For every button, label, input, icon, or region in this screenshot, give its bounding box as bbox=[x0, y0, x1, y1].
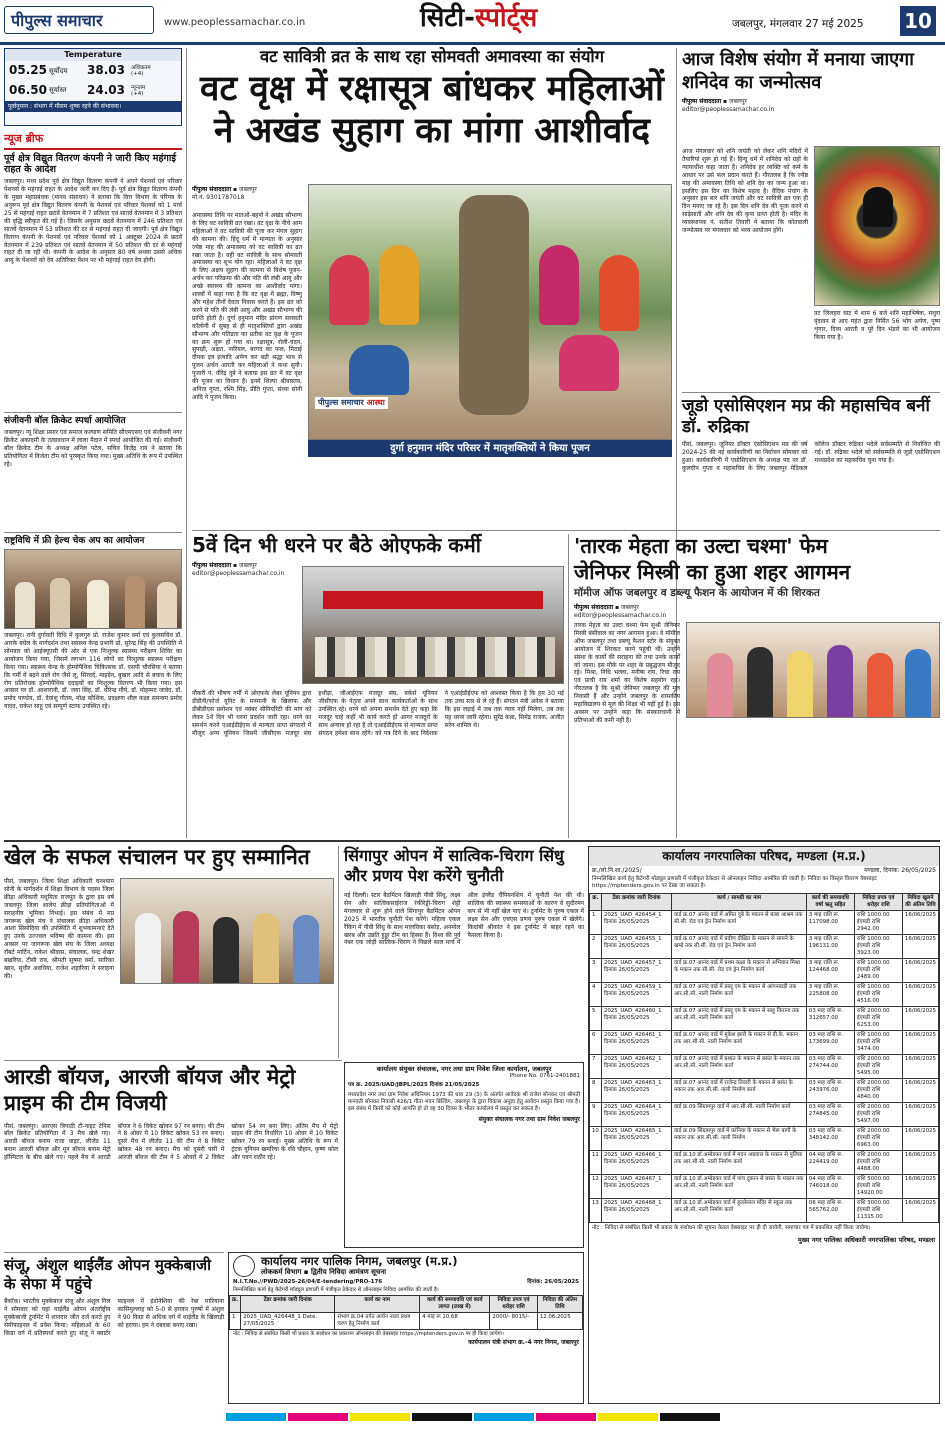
table-cell: 16/06/2025 bbox=[902, 910, 938, 934]
table-cell: 3 माह राशि रू. 117098.00 bbox=[806, 910, 854, 934]
brief-body: जबलपुर। रानी दुर्गावती विधि में कुलगुरु प्रो. राजेश कुमार वर्मा एवं कुलसचिव डॉ. आरके बघेल के मार्गदर्शन तथा स्वास्थ्य केन्द्र प्रभारी प्रो. सुरेन्द्र सिंह की उपस्थिति में सोमवार को आईक्यूएसी की ओर से एक निःशुल्क स्वास्थ्य परीक्षण शिविर का आयोजन किया गया, जिसमें लगभग 116 लोगों का निःशुल्क स्वास्थ्य परीक्षण किया गया। स्वास्थ्य केन्द्र के होम्योपैथिक चिकित्सक डॉ. एसपी चौरसिया ने बताया कि गर्मी में बढ़ने वाले रोग जैसे लू, सिरदर्द, माइग्रेन, बुखार आदि से बचाव के लिए रोग प्रतिरोधक होम्योपैथिक दवाइयों का निःशुल्क वितरण भी किया गया। इस अवसर पर डॉ. आशारानी, डॉ. जया सिंह, डॉ. धीरेन्द्र मौर्य, डॉ. मोहम्मद जावेद, डॉ. प्रमोद पाण्डेय, डॉ. देवांशु गौतम, मोक्ष कौशिक, प्रदक्षणा शील कक्षा समन्वय प्रमोद यादव, राकेश साहू एवं सम्पूर्ण स्टाफ उपस्थित रहे। bbox=[4, 632, 182, 711]
table-cell: राशि 1000.00 ईएमडी राशि 3923.00 bbox=[854, 934, 902, 958]
jabalpur-tender-notice: द्वितीय निविदा आमंत्रण सूचना bbox=[310, 1267, 387, 1276]
column-header: कार्य का नाम bbox=[335, 1296, 420, 1313]
table-cell: राशि 1000.00 ईएमडी राशि 2942.00 bbox=[854, 910, 902, 934]
table-row bbox=[230, 1313, 583, 1330]
boxing-headline: संजू, अंशुल थाईलैंड ओपन मुक्केबाजी के सेफा में पहुंचे bbox=[4, 1256, 212, 1294]
table-cell: 03 माह राशि रू. 274845.00 bbox=[806, 1102, 854, 1126]
brief-body: जबलपुर। न्यू शिक्षा प्रसार एवं समाज कल्याण समिति सीएमएसए एवं संजीवनी नगर क्रिकेट अकादमी के तत्वावधान में लाला मैदान में स्पर्धा आयोजित की गई। संजीवनी बॉल क्रिकेट टीम के अध्यक्ष अनिल पटेल, सचिव विजेंद्र राय ने बताया कि प्रतियोगिता में विजेता टीम को पुरस्कृत किया गया। मुख्य अतिथि के रूप में उपस्थित रहे। bbox=[4, 429, 182, 468]
table-cell: 4 माह रू.10.68 bbox=[420, 1313, 490, 1330]
cricket-story bbox=[4, 1064, 338, 1248]
table-cell: 03 माह राशि रू. 312657.00 bbox=[806, 1006, 854, 1030]
shanidev-photo bbox=[814, 146, 940, 306]
table-cell: 2025_UAD_426454_1 दिनांक 26/05/2025 bbox=[602, 910, 672, 934]
jabalpur-tender-date: दिनांक: 26/05/2025 bbox=[527, 1279, 579, 1285]
canal-tender-title: कार्यालय संयुक्त संचालक, नगर तथा ग्राम निवेश जिला कार्यालय, जबलपुर bbox=[376, 1065, 552, 1073]
sports-honor-story bbox=[4, 846, 334, 1056]
paper-logo bbox=[4, 6, 154, 34]
table-cell: 16/06/2025 bbox=[902, 1102, 938, 1126]
table-cell: राशि 1000.00 ईएमडी राशि 4516.00 bbox=[854, 982, 902, 1006]
judo-headline: जूडो एसोसिएशन मप्र की महासचिव बनीं डॉ. रुद्रिका bbox=[682, 396, 930, 437]
main-story bbox=[192, 48, 672, 528]
sports-honor-photo bbox=[120, 878, 334, 984]
jabalpur-tender-note: नोट : निविदा से संबंधित किसी भी प्रकार के संशोधन का प्रकाशन ऑनलाइन की वेबसाइट https://mptenders.gov.in पर ही किया जायेगा। bbox=[233, 1331, 504, 1338]
news-brief-label bbox=[4, 132, 182, 150]
main-byline: पीपुल्स संवाददाता ▪ जबलपुर मो.नं. 9301787018 bbox=[192, 186, 257, 201]
table-cell: 16/06/2025 bbox=[902, 1054, 938, 1078]
table-cell: वार्ड क्र.07 आनंद वार्ड में डब्लू एम के मकान से आंगनबाड़ी तक आर.सी.सी. नाली निर्माण कार्य bbox=[672, 982, 807, 1006]
min-label: न्यूनतम (+4) bbox=[131, 84, 146, 97]
table-cell: वार्ड क्र.07 आनंद वार्ड में राजेन्द्र तिवारी के मकान से बसंत के मकान तक आर.सी.सी. नाली निर्माण कार्य bbox=[672, 1078, 807, 1102]
brief-headline: पूर्व क्षेत्र विद्युत वितरण कंपनी ने जारी किए महंगाई राहत के आदेश bbox=[4, 153, 177, 175]
table-cell: 2025_UAD_426464_1 दिनांक 26/05/2025 bbox=[602, 1102, 672, 1126]
brief-item bbox=[4, 416, 182, 528]
table-cell: 2025_UAD_426459_1 दिनांक 26/05/2025 bbox=[602, 982, 672, 1006]
table-cell: संभाग क्र.04 तर्गत आर्यन नाला प्रथम चरण हेतु निर्माण कार्य bbox=[335, 1313, 420, 1330]
table-row bbox=[590, 1175, 939, 1199]
jabalpur-tender-signature: कार्यपालन यंत्री संभाग क्र.-4 नगर निगम, जबलपुर bbox=[468, 1338, 579, 1346]
table-cell: वार्ड क्र.09 सिंग्रामपुर वार्ड में कांनिया के मकान से भैरू बागी के मकान तक आर.सी.सी. नाली निर्माण bbox=[672, 1126, 807, 1150]
table-row bbox=[590, 982, 939, 1006]
table-cell: 03 माह राशि रू. 348142.00 bbox=[806, 1126, 854, 1150]
table-cell: 2025_UAD_426466_1 दिनांक 26/05/2025 bbox=[602, 1151, 672, 1175]
mandla-tender-intro: निम्नलिखित कार्य हेतु कैटेगरी मॉड्यूल प्रणाली में पंजीकृत ठेकेदार से ऑनलाइन निविदा आमंत्रित की जाती है। निविदा का विस्तृत विवरण वेबसाइट https://mptenders.gov.in पर देखा जा सकता है। bbox=[592, 876, 877, 890]
column-header: निविदा की अंतिम तिथि bbox=[537, 1296, 582, 1313]
table-cell: 12 bbox=[590, 1175, 602, 1199]
table-cell: 13 bbox=[590, 1199, 602, 1223]
masthead-rule bbox=[0, 42, 945, 45]
table-cell: 12.06.2025 bbox=[537, 1313, 582, 1330]
paper-name: पीपुल्स समाचार bbox=[11, 11, 103, 30]
mandla-tender-ref: क्र./लो.नि.शा./2025/ bbox=[592, 867, 642, 875]
tarak-event-photo bbox=[686, 622, 940, 718]
emblem-icon bbox=[233, 1255, 255, 1277]
sunrise-label: सूर्योदय bbox=[49, 66, 68, 75]
table-cell: 2025_UAD_426455_1 दिनांक 26/05/2025 bbox=[602, 934, 672, 958]
weather-title: Temperature bbox=[5, 49, 181, 61]
section-title-sports: स्पोर्ट्स bbox=[474, 3, 538, 33]
page-number-value: 10 bbox=[904, 9, 932, 33]
brief-headline: राष्ट्रविधि में फ्री हेल्थ चेक अप का आयोजन bbox=[4, 536, 145, 546]
table-cell: 06 माह राशि रू. 565762.00 bbox=[806, 1199, 854, 1223]
main-story-body: अमावस्या तिथि पर मातओं-बहनों ने अखंड सौभाग्य के लिए वट सावित्री व्रत रखा। वट वृक्ष के नीचे आम महिलाओं ने वट सावित्री की पूजा कर मंगल सुहाग की कामना की। हिंदू धर्म में मान्यता के अनुसार ज्येष्ठ माह की अमावस्या को वट सावित्री का व्रत रखा जाता है। वहीं वट सावित्री के साथ सोमवती अमावस्या का शुभ योग रहा। महिलाओं ने वट वृक्ष के लिए अक्षय सुहाग की कामना से विशेष पूजन-अर्चन कर परिक्रमा की और पति की लंबी आयु और अच्छे स्वास्थ्य की कामना का आशीर्वाद मांगा। शास्त्रों में कहा गया है कि वट वृक्ष में ब्रह्मा, विष्णु और महेश तीनों देवता निवास करते हैं। इस व्रत को करने से पति की लंबी आयु और अखंड सौभाग्य की प्राप्ति होती है। दुर्गा हनुमान मंदिर प्रांगण सरस्वती कॉलोनी में सुबह से ही मातृशक्तियों द्वारा अखंड सौभाग्य और पतिव्रता का प्रतीक वट वृक्ष के पूजन का क्रम शुरू हो गया था। रक्षासूत्र, रोली-चंदन, सुपाड़ी, अक्षत, नारियल, बरगद का फल, मिठाई दीपक इत्र इत्यादि अर्पण कर बड़ी श्रद्धा भाव से पूजन अर्चन आरती कर महिलाओं ने कथा सुनी। पुजारी पं. वीरेंद्र दुबे ने बताया इस व्रत में वट वृक्ष की पूजन का विधान है। इनमें शिल्पा श्रीवास्तव, अनिता गुप्ता, रश्मि सिंह, प्रीति गुप्ता, संध्या सोनी आदि ने पूजन किया। bbox=[192, 212, 302, 401]
canal-tender-signature: संयुक्त संचालक नगर तथा ग्राम निवेश जबलपुर bbox=[478, 1115, 580, 1123]
health-camp-photo bbox=[4, 549, 182, 629]
tarak-headline-line2: जेनिफर मिस्त्री का हुआ शहर आगमन bbox=[574, 559, 851, 584]
table-cell: वार्ड क्र.07 आनंद वार्ड में मुकेश झारी के मकान से डी.के. मकान तक आर.सी.सी. नाली निर्माण कार्य bbox=[672, 1030, 807, 1054]
main-story-photo bbox=[308, 184, 672, 440]
mandla-tender-title: कार्यालय नगरपालिका परिषद, मण्डला (म.प्र.) bbox=[589, 847, 939, 866]
tarak-body: तारक मेहता का उल्टा चश्मा फेम सुश्री जेनिफर मिस्त्री बंसीवाल का नगर आगमन हुआ। वे मॉमीज ऑफ जबलपुर तथा डब्ल्यू फैशन स्टोर के संयुक्त आयोजन में शिरकत करने पहुंची थीं। उन्होंने संस्था के कार्यों की सराहना की तथा उनके कार्यों को जाना। इस मौके पर शहर के प्रबुद्धजन मौजूद रहे। मिश्रा, निधि भल्ला, मनीषा राय, रिचा राय एवं प्राची राय शर्मा का विशेष सहयोग रहा। गौरतलब है कि सुश्री जेनिफर जबलपुर की मूल निवासी हैं और उन्होंने जबलपुर के शासकीय महाविद्यालय से मूल की शिक्षा भी यहीं हुई है। इस अवसर पर उन्होंने कहा कि संस्कारधानी में प्रतिभाओं की कमी नहीं है। bbox=[574, 622, 680, 724]
tarak-story bbox=[574, 534, 940, 834]
table-cell: 04 माह राशि रू. 746018.00 bbox=[806, 1175, 854, 1199]
sunset-time: 06.50 bbox=[9, 82, 47, 97]
main-photo-caption: दुर्गा हनुमान मंदिर परिसर में मातृशक्तियों ने किया पूजन bbox=[308, 440, 672, 457]
table-cell: 2025_UAD_426457_1 दिनांक 26/05/2025 bbox=[602, 958, 672, 982]
column-header: क्र. bbox=[590, 893, 602, 910]
ofk-email: editor@peoplessamachar.co.in bbox=[192, 570, 285, 578]
table-cell: राशि 2000.00 ईएमडी राशि 5495.00 bbox=[854, 1054, 902, 1078]
table-row bbox=[590, 1102, 939, 1126]
section-title bbox=[420, 2, 610, 38]
shanidev-body: आज मंगलवार को शनि जयंती को लेकर शनि मंदिरों में तैयारियां शुरू हो गई हैं। हिन्दू धर्म में शनिदेव को ग्रहों के न्यायाधीश कहा जाता है। शनिदेव हर व्यक्ति को कर्म के आधार पर उसे फल प्रदान करते हैं। गौरतलब है कि ज्येष्ठ माह की अमावस्या तिथि को शनि देव का जन्म हुआ था। इसलिए इस दिन का विशेष महत्व है। वैदिक पंचांग के अनुसार इस बार शनि जयंती और वट सावित्री व्रत एक ही दिन मनाए जा रहे हैं। इस दिन शनि देव की पूजा करने से साढ़ेसाती और शनि देव की कृपा प्राप्त होती है। मंदिर के व्यवस्थापक पं. सतीश तिवारी ने बताया कि कोतवाली जन्मोत्सव पर मंगलवार को भव्य आयोजन होंगे। bbox=[682, 148, 808, 235]
news-brief-title: न्यूज ब्रीफ bbox=[4, 132, 44, 145]
shanidev-headline: आज विशेष संयोग में मनाया जाएगा शनिदेव का जन्मोत्सव bbox=[682, 49, 914, 94]
table-cell: 3 माह राशि रू. 196131.00 bbox=[806, 934, 854, 958]
table-cell: वार्ड क्र.07 आनंद वार्ड में अमित दुबे के मकान से बाबा आश्रम तक सी.सी. रोड एवं ड्रेन निर्माण कार्य bbox=[672, 910, 807, 934]
jabalpur-tender: कार्यालय नगर पालिक निगम, जबलपुर (म.प्र.) लोककर्म विभाग ▪ द्वितीय निविदा आमंत्रण सूचना N.I.T.No.//PWD/2025-26/04/E-tendering/PRO-176 दिनांक: 26/05/2025 निम्नलिखित कार्य हेतु कैटेगरी मॉड्यूल प्रणाली में पंजीकृत ठेकेदार से ऑनलाइन निविदा आमंत्रित की जाती है। क्र. टेंडर क्रमांक जारी दिनांक कार्य का नाम कार्य की समयावधि एवं कार्य लागत (लाख में) निविदा प्रपत्र एवं धरोहर राशि निविदा की अंतिम तिथि 1 2025_UAD_426448_1 Date. 27/05/2025 संभाग क्र.04 तर्गत आर्यन नाला प्रथम चरण हेतु निर्माण कार्य 4 माह रू.10.68 2000/- 8015/- 12.06.2025 नोट : निविदा से संबंधित किसी भी प्रकार के संशोधन का प्रकाशन ऑनलाइन की वेबसाइट https://mptenders.gov.in पर ही किया जायेगा। कार्यपालन यंत्री संभाग क्र.-4 नगर निगम, जबलपुर bbox=[228, 1252, 584, 1404]
mandla-tender-date: मण्डला, दिनांक: 26/05/2025 bbox=[864, 867, 936, 875]
singapore-open-body: नई दिल्ली। स्टार बैडमिंटन खिलाड़ी पीवी सिंधु, लक्ष्य सेन और सात्विकसाईराज रंकीरेड्डी-चिराग शेट्टी मंगलवार से शुरू होने वाले सिंगापुर बैडमिंटन ओपन 2025 में भारतीय चुनौती पेश करेंगे। महिला एकल रैंकिंग में पीवी सिंधु के साथ मालविका बंसोड़, अनमोल खरब और उन्नति हुड्डा टीम का हिस्सा हैं। विश्व की पूर्व नंबर एक जोड़ी सात्विक-चिराग ने पिछले साल मार्च में ऑल इंग्लैंड चैंपियनशिप में चुनौती पेश की थी। सात्विक की स्वास्थ्य समस्याओं के कारण वे सुदीरमन कप से भी नहीं खेल पाए थे। टूर्नामेंट के पुरुष एकल में लक्ष्य सेन और एचएस प्रणय पुरुष एकल में खेलेंगे। किदांबी श्रीकांत ने इस टूर्नामेंट में बाहर रहने का फैसला किया है। bbox=[344, 892, 584, 947]
tarak-headline-line1: 'तारक मेहता का उल्टा चश्मा' फेम bbox=[574, 534, 828, 558]
table-cell: 2025_UAD_426467_1 दिनांक 26/05/2025 bbox=[602, 1175, 672, 1199]
section-title-city: सिटी- bbox=[420, 3, 475, 33]
dateline: जबलपुर, मंगलवार 27 मई 2025 bbox=[732, 18, 864, 30]
table-cell: 16/06/2025 bbox=[902, 1078, 938, 1102]
table-row bbox=[590, 1078, 939, 1102]
website: www.peoplessamachar.co.in bbox=[164, 17, 306, 28]
table-cell: 16/06/2025 bbox=[902, 1126, 938, 1150]
divider bbox=[4, 1252, 224, 1253]
mandla-tender bbox=[588, 846, 940, 1404]
shanidev-story bbox=[682, 48, 940, 388]
table-cell: 3 माह राशि रू. 225808.00 bbox=[806, 982, 854, 1006]
table-cell: वार्ड क्र.07 आनंद वार्ड में डब्लू एम के मकान से साहू किराना तक आर.सी.सी. नाली निर्माण कार्य bbox=[672, 1006, 807, 1030]
photo-watermark: पीपुल्स समाचार आस्था bbox=[315, 397, 388, 409]
table-cell: 2025_UAD_426461_1 दिनांक 26/05/2025 bbox=[602, 1030, 672, 1054]
column-header: कार्य की समयावधि एवं कार्य लागत (लाख में) bbox=[420, 1296, 490, 1313]
table-row bbox=[590, 1054, 939, 1078]
ofk-body: नौकरी की भीषण गर्मी में ओएफके लेबर यूनियन द्वारा डीडीनी/फोर्ज यूनिट के मनमानी के खिलाफ और डीबीडीएस प्रमोशन एवं नवंबर सीनियरिटी की मांग को लेकर 5वें दिन भी धरना प्रदर्शन जारी रहा। धरने का समर्थन करने एआईडीईएफ से मान्यता प्राप्त संगठनों में मौजूद अन्य यूनियन जिसमें जीसीएफ मजदूर संघ हथौड़ा, जीआईएफ मजदूर संघ, वर्कर्स यूनियन जीसीएफ के नेतृत्व अपने साथ कार्यकर्ताओं के साथ उपस्थित रहे। धरने को अपना समर्थन देते हुए कहा कि मजदूर चाहे कहीं भी कार्य करते हों आगर मजदूरों के साथ अन्याय हो रहा है तो एआईडीईएफ से मान्यता प्राप्त संगठन हमेशा साथ रहेंगे। को पत्र दिने के बाद निदेशक ने एआईडीईएफ को आश्वस्त किया है कि हम 30 मई तक उच्च स्तर से ले रहे हैं। संगठन मंत्री अनेक ने बताया कि इस लड़ाई में जब तक न्याय नहीं मिलेगा, तब तक यह धरना जारी रहेगा। सुरेंद्र कन्ना, सिमेंद्र राजक, अजीत सरेन शामिल थे। bbox=[192, 690, 564, 737]
table-cell: 16/06/2025 bbox=[902, 1175, 938, 1199]
table-cell: राशि 1000.00 ईएमडी राशि 2489.00 bbox=[854, 958, 902, 982]
table-cell: 16/06/2025 bbox=[902, 1006, 938, 1030]
table-cell: 5 bbox=[590, 1006, 602, 1030]
jabalpur-tender-title: कार्यालय नगर पालिक निगम, जबलपुर (म.प्र.) bbox=[261, 1254, 458, 1269]
table-cell: 2025_UAD_426463_1 दिनांक 26/05/2025 bbox=[602, 1078, 672, 1102]
jabalpur-tender-table bbox=[229, 1295, 583, 1330]
table-cell: राशि 2000.00 ईएमडी राशि 6963.00 bbox=[854, 1126, 902, 1150]
table-cell: 1 bbox=[590, 910, 602, 934]
judo-body: पीसं, जबलपुर। जूनियर डॉक्टर एसोसिएशन मप्र की वर्ष 2024-25 की नई कार्यकारिणी का निर्वाचन सोमवार को हुआ। कार्यकारिणी में एसोसिएशन के अध्यक्ष पद पर डॉ. कुलदीप गुप्ता व महासचिव के लिए जबलपुर मेडिकल कॉलेज डॉक्टर रुद्रिका भदेले सर्वसम्मति से निर्वाचित की गई। डॉ. रुद्रिका भदेले को सर्वसम्मति से जूडो एसोसिएशन मध्यप्रदेश का महासचिव चुना गया है। bbox=[682, 441, 940, 473]
table-cell: 6 bbox=[590, 1030, 602, 1054]
table-cell: वार्ड क्र.07 आनंद वार्ड में प्रवीण दीक्षित के मकान से सामने के खम्बे तक सी.सी. रोड एवं ड्रेन निर्माण कार्य bbox=[672, 934, 807, 958]
table-cell: राशि 2000.00 ईएमडी राशि 4840.00 bbox=[854, 1078, 902, 1102]
table-cell: 2025_UAD_426462_1 दिनांक 26/05/2025 bbox=[602, 1054, 672, 1078]
divider bbox=[4, 1060, 342, 1061]
shanidev-photo-caption: तट जिलहरा घाट में शाम 6 बजे शनि महाभिषेक, मथुरा वृंदावन से आए महंत द्वारा निर्मित 56 भोग अर्पण, पुष्प शृंगार, दिव्य आरती व पूरे दिन भंडारे का भी आयोजन किया गया है। bbox=[814, 310, 940, 341]
table-cell: राशि 1000.00 ईएमडी राशि 3474.00 bbox=[854, 1030, 902, 1054]
column-header: निविदा खुलने की अंतिम तिथि bbox=[902, 893, 938, 910]
table-cell: 03 माह राशि रू. 274744.00 bbox=[806, 1054, 854, 1078]
table-cell: 4 bbox=[590, 982, 602, 1006]
weather-row bbox=[5, 81, 181, 101]
weather-forecast: पूर्वानुमान : संभाग में मौसम शुष्क रहने की संभावना। bbox=[5, 101, 181, 113]
table-cell: 16/06/2025 bbox=[902, 1030, 938, 1054]
jabalpur-tender-ref: N.I.T.No.//PWD/2025-26/04/E-tendering/PRO-176 bbox=[233, 1279, 383, 1285]
tarak-headline bbox=[574, 534, 940, 585]
brief-item bbox=[4, 536, 182, 836]
table-cell: 10 bbox=[590, 1126, 602, 1150]
shanidev-byline: पीपुल्स संवाददाता ▪ जबलपुर editor@peoplessamachar.co.in bbox=[682, 98, 775, 113]
mandla-tender-signature: मुख्य नगर पालिका अधिकारी नगरपालिका परिषद, मण्डला bbox=[797, 1236, 935, 1245]
table-row bbox=[590, 1199, 939, 1223]
table-cell: राशि 2000.00 ईएमडी राशि 6253.00 bbox=[854, 1006, 902, 1030]
main-contact: मो.नं. 9301787018 bbox=[192, 193, 245, 201]
table-cell: 2025_UAD_426468_1 दिनांक 26/05/2025 bbox=[602, 1199, 672, 1223]
cricket-headline: आरडी बॉयज, आरजी बॉयज और मेट्रो प्राइम की टीम विजयी bbox=[4, 1065, 296, 1116]
canal-tender-contact: Phone No. 0761-2401881 bbox=[509, 1073, 580, 1080]
divider bbox=[682, 392, 940, 393]
main-headline bbox=[192, 69, 672, 152]
jabalpur-tender-intro: निम्नलिखित कार्य हेतु कैटेगरी मॉड्यूल प्रणाली में पंजीकृत ठेकेदार से ऑनलाइन निविदा आमंत्रित की जाती है। bbox=[233, 1287, 439, 1294]
divider bbox=[192, 530, 940, 531]
main-kicker: वट सावित्री व्रत के साथ रहा सोमवती अमावस्या का संयोग bbox=[259, 47, 604, 66]
ofk-headline: 5वें दिन भी धरने पर बैठे ओएफके कर्मी bbox=[192, 533, 481, 557]
main-headline-line2: ने अखंड सुहाग का मांगा आशीर्वाद bbox=[214, 110, 650, 151]
column-rule bbox=[568, 534, 569, 838]
table-cell: 2025_UAD_426460_1 दिनांक 26/05/2025 bbox=[602, 1006, 672, 1030]
brief-headline: संजीवनी बॉल क्रिकेट स्पर्धा आयोजित bbox=[4, 416, 126, 426]
table-cell: 2025_UAD_426465_1 दिनांक 26/05/2025 bbox=[602, 1126, 672, 1150]
table-cell: 16/06/2025 bbox=[902, 982, 938, 1006]
singapore-open-story bbox=[344, 846, 584, 1056]
mandla-tender-note: नोट : निविदा से संबंधित किसी भी प्रकार के संशोधन की सूचना केवल वेबसाइट पर ही दी जावेगी, समाचार पत्र में प्रकाशित नहीं किया जावेगा। bbox=[592, 1225, 871, 1232]
table-row bbox=[590, 910, 939, 934]
table-cell: राशि 5000.00 ईएमडी राशि 14920.00 bbox=[854, 1175, 902, 1199]
canal-tender-body: मध्यप्रदेश नगर तथा ग्राम निवेश अधिनियम 1973 की धारा 29 (3) के अंतर्गत आवेदक श्री राजेश सोनकर एवं श्रीमती मानवती सोनकर निवासी 426/1 गीता भवन बिल्डिंग, जबलपुर के द्वारा विकास अनुज्ञा हेतु आवेदन प्रस्तुत किया गया है। इस संबंध में किसी को कोई आपत्ति हो तो वह 30 दिवस के भीतर कार्यालय में प्रस्तुत कर सकता है। bbox=[348, 1091, 580, 1112]
min-temp: 24.03 bbox=[87, 82, 125, 97]
table-cell: 3 bbox=[590, 958, 602, 982]
print-registration-bar bbox=[0, 1410, 945, 1424]
judo-story bbox=[682, 396, 940, 526]
table-cell: 3 माह राशि रू. 124468.00 bbox=[806, 958, 854, 982]
boxing-story bbox=[4, 1256, 224, 1406]
table-cell: राशि 2000.00 ईएमडी राशि 5497.00 bbox=[854, 1102, 902, 1126]
tarak-body-continued bbox=[686, 724, 940, 832]
table-cell: राशि 3000.00 ईएमडी राशि 11315.00 bbox=[854, 1199, 902, 1223]
table-row bbox=[590, 958, 939, 982]
table-cell: 16/06/2025 bbox=[902, 1151, 938, 1175]
table-row bbox=[590, 1126, 939, 1150]
table-cell: 03 माह राशि रू. 173699.00 bbox=[806, 1030, 854, 1054]
tarak-email: editor@peoplessamachar.co.in bbox=[574, 611, 667, 619]
tarak-subhead: मॉमीज ऑफ जबलपुर व डब्ल्यू फैशन के आयोजन में की शिरकत bbox=[574, 587, 820, 600]
table-cell: 04 माह राशि रू. 224419.00 bbox=[806, 1151, 854, 1175]
table-cell: वार्ड क्र.10 डॉ.अम्बेडकर वार्ड में पांच दुकान से बसंत के मकान तक आर.सी.सी. नाली निर्माण कार्य bbox=[672, 1175, 807, 1199]
weather-box bbox=[4, 48, 182, 126]
table-cell: 16/06/2025 bbox=[902, 1199, 938, 1223]
canal-tender bbox=[344, 1062, 584, 1248]
main-headline-line1: वट वृक्ष में रक्षासूत्र बांधकर महिलाओं bbox=[200, 69, 664, 110]
max-temp: 38.03 bbox=[87, 63, 125, 78]
table-cell: 9 bbox=[590, 1102, 602, 1126]
table-cell: 7 bbox=[590, 1054, 602, 1078]
brief-item bbox=[4, 154, 182, 409]
column-header: क्र. bbox=[230, 1296, 241, 1313]
column-header: कार्य / सामग्री का नाम bbox=[672, 893, 807, 910]
table-row bbox=[590, 934, 939, 958]
table-cell: वार्ड क्र.07 आनंद वार्ड में प्रथम कक्षा के मकान से अभियान मिश्रा के मकान तक सी.सी. रोड एवं ड्रेन निर्माण कार्य bbox=[672, 958, 807, 982]
ofk-protest-photo bbox=[302, 566, 564, 684]
divider bbox=[4, 532, 182, 533]
table-cell: 16/06/2025 bbox=[902, 958, 938, 982]
divider bbox=[4, 412, 182, 413]
table-row bbox=[590, 1151, 939, 1175]
column-header: निविदा प्रपत्र एवं धरोहर राशि bbox=[854, 893, 902, 910]
table-cell: 2000/- 8015/- bbox=[490, 1313, 537, 1330]
singapore-open-headline: सिंगापुर ओपन में सात्विक-चिराग सिंधु और प्रणय पेश करेंगे चुनौती bbox=[344, 846, 564, 885]
column-header: टेंडर क्रमांक जारी दिनांक bbox=[602, 893, 672, 910]
table-row bbox=[590, 1030, 939, 1054]
cricket-body: पीसं, जबलपुर। आरएस त्रिपाठी टी-नाइट टेनिस बॉल क्रिकेट प्रतियोगिता में 3 मैच खेले गए। आरडी बॉयज बनाम राजा वाइट, लीजेंड 11 बनाम आरजी बॉयज और मून बॉयज बनाम मेट्रो हॉस्पिटल के बीच खेले गए। पहले मैच में आरडी बॉयज ने 6 विकेट खोकर 97 रन बनाए। की टीम ने 8 ओवर में 10 विकेट खोकर 53 रन बनाए। दूसरे मैच में लीजेंड 11 की टीम ने 8 विकेट खोकर 48 रन बनाए। मैच को दूसरी पारी में आरजी बॉयज की टीम ने 5 ओवरों में 2 विकेट खोकर 54 रन बना लिए। अंतिम मैच में मेट्रो प्राइम की टीम निर्धारित 10 ओवर में 10 विकेट खोकर 79 रन बनाई। मुख्य अतिथि के रूप में ट्रंटक यूनियन खमरिया के रवि चौहान, कृष्ण कोल और पवन राठौर रहे। bbox=[4, 1122, 338, 1162]
divider bbox=[4, 840, 940, 842]
table-cell: वार्ड क्र.10 डॉ.अम्बेडकर वार्ड में मदन अग्रवाल के मकान से पुलिया तक आर.सी.सी. नाली निर्माण कार्य bbox=[672, 1151, 807, 1175]
ofk-story bbox=[192, 534, 564, 834]
ofk-byline: पीपुल्स संवाददाता ▪ जबलपुर editor@peoplessamachar.co.in bbox=[192, 562, 285, 578]
weather-row bbox=[5, 61, 181, 81]
column-header: निविदा प्रपत्र एवं धरोहर राशि bbox=[490, 1296, 537, 1313]
sports-honor-body: पीसं, जबलपुर। जिला शिक्षा अधिकारी घनश्याम सोनी के मार्गदर्शन में शिक्षा विभाग के पदस्थ जिला क्रीड़ा अधिकारी मधुमिता राजपूत के द्वारा इस वर्ष जबलपुर जिला शालेय क्रीड़ा प्रतियोगिताओं में सराहनीय भूमिका निभाई। इस संबंध में मप्र जगरूक खेल मंच ने संचालक क्रीड़ा अधिकारी आशा सिसोदिया की उपस्थिति में शुभकामनाएं देते हुए उनके उज्ज्वल भविष्य की कामना की। इस अवसर पर जागरूक खेल संघ के जिला अध्यक्ष रॉबर्ट मार्टिन, राकेश श्रीवास, संचालक, चन्द्र शेखर बखरिया, टीसी राव, श्रीमती सुषमा वर्मा, सारिका खान, सुधीर अवधिया, राजेश शहारिया ने सराहना की। bbox=[4, 878, 114, 980]
table-cell: 1 bbox=[230, 1313, 241, 1330]
sunrise-time: 05.25 bbox=[9, 63, 47, 78]
column-header: कार्य की समयावधि वर्षा ऋतु सहित bbox=[806, 893, 854, 910]
table-cell: 8 bbox=[590, 1078, 602, 1102]
table-cell: 2025_UAD_426448_1 Date. 27/05/2025 bbox=[241, 1313, 335, 1330]
shanidev-email: editor@peoplessamachar.co.in bbox=[682, 105, 775, 113]
table-cell: 03 माह राशि रू. 243976.00 bbox=[806, 1078, 854, 1102]
page-number bbox=[900, 6, 936, 36]
table-row bbox=[590, 1006, 939, 1030]
jabalpur-tender-dept: लोककर्म विभाग bbox=[261, 1267, 302, 1276]
sports-honor-headline: खेल के सफल संचालन पर हुए सम्मानित bbox=[4, 845, 310, 869]
table-cell: 16/06/2025 bbox=[902, 934, 938, 958]
canal-tender-letter: पत्र क्र. 2025/UAD/JBPL/2025 दिनांक 21/05/2025 bbox=[348, 1082, 480, 1089]
table-cell: 11 bbox=[590, 1151, 602, 1175]
tarak-byline: पीपुल्स संवाददाता ▪ जबलपुर editor@peoplessamachar.co.in bbox=[574, 603, 667, 619]
table-cell: वार्ड क्र.10 डॉ.अम्बेडकर वार्ड में हुल्लेलाल मंदिर से स्कूल तक आर.सी.सी. नाली निर्माण कार्य bbox=[672, 1199, 807, 1223]
column-rule bbox=[338, 846, 339, 1058]
max-label: अधिकतम (+4) bbox=[131, 65, 151, 78]
table-cell: वार्ड क्र.07 आनंद वार्ड में प्रशांत के मकान से बसंत के मकान तक आर.सी.सी. नाली निर्माण कार्य bbox=[672, 1054, 807, 1078]
photo-tag: आस्था bbox=[366, 397, 385, 407]
masthead bbox=[0, 0, 945, 42]
boxing-body: बैंकॉक। भारतीय मुक्केबाज संजू और अंशुल गिल ने सोमवार को यहां थाईलैंड ओपन अंतर्राष्ट्रीय मुक्केबाजी टूर्नामेंट में शानदार जीत दर्ज करते हुए सेमीफाइनल में प्रवेश किया। महिलाओं के 60 किग्रा वर्ग में प्रतिस्पर्धा करते हुए संजू ने क्वार्टर फाइनल में इंडोनेशिया की रेबा मारियाना कासिमुल्लाह को 5-0 से हराकर पुरुषों में अंशुल ने 90 किग्रा से अधिक वर्ग में थाईलैंड के खिलाड़ी को हराया। हम ने दबदबा बनाए रखा। bbox=[4, 1298, 224, 1337]
brief-body: जबलपुर। मध्य प्रदेश पूर्व क्षेत्र विद्युत वितरण कंपनी ने अपने पेंशनर्स एवं परिवार पेंशनर्स के महंगाई राहत के आदेश जारी कर दिए हैं। पूर्व क्षेत्र विद्युत वितरण कंपनी के मुख्य महाप्रबंधक (मानव संसाधन) ने बताया कि वित्त विभाग के परिपत्र के अनुरूप पूर्व क्षेत्र विद्युत वितरण कंपनी के पेंशनर्स एवं परिवार पेंशनर्स को 1 मार्च 25 से महंगाई राहत छठवें वेतनमान में 7 प्रतिशत एवं सातवें वेतनमान में 3 प्रतिशत की वृद्धि स्वीकृत की गई है। जिसके अनुसार छठवें वेतनमान में 246 प्रतिशत एवं सातवें वेतनमान में 53 प्रतिशत की दर से महंगाई राहत दी जाएगी। पूर्व क्षेत्र विद्युत वितरण कंपनी के पेंशनर्स एवं परिवार पेंशनर्स को 1 अक्टूबर 2024 से छठवें वेतनमान में 239 प्रतिशत एवं सातवें वेतनमान में 50 प्रतिशत की दर से महंगाई राहत दी जा रही थी। कंपनी के आदेश के अनुसार 80 वर्ष अथवा उससे अधिक आयु के पेंशनरों को देय अतिरिक्त पेंशन पर भी महंगाई राहत देय होगी। bbox=[4, 178, 182, 265]
table-cell: वार्ड क्र.09 सिंग्रामपुर वार्ड में आर.सी.सी. नाली निर्माण कार्य bbox=[672, 1102, 807, 1126]
column-header: टेंडर क्रमांक जारी दिनांक bbox=[241, 1296, 335, 1313]
mandla-tender-table bbox=[589, 893, 939, 1224]
column-rule bbox=[186, 48, 187, 838]
table-cell: 2 bbox=[590, 934, 602, 958]
table-cell: राशि 2000.00 ईएमडी राशि 4488.00 bbox=[854, 1151, 902, 1175]
sunset-label: सूर्यास्त bbox=[49, 86, 67, 95]
